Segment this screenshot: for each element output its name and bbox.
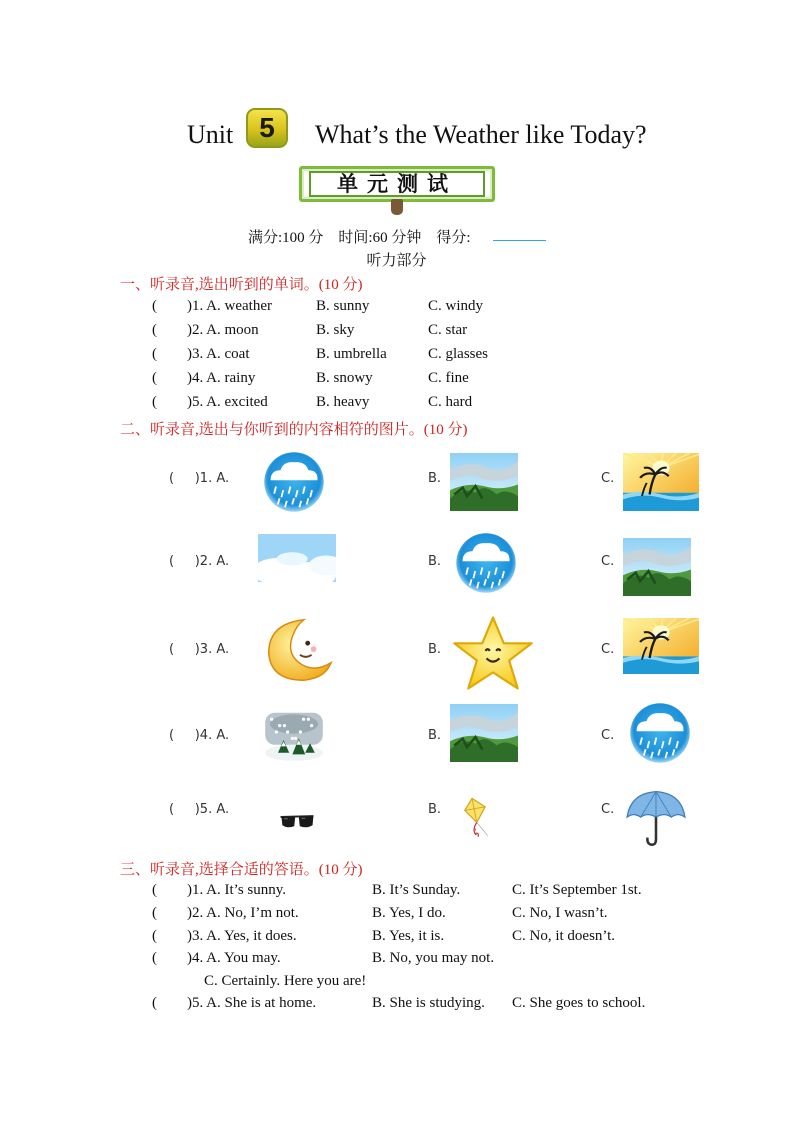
item-stem: )2. A. moon: [187, 322, 259, 338]
score-blank[interactable]: [493, 240, 546, 241]
picture-question-row: [0, 610, 793, 690]
score-info: 满分:100 分 时间:60 分钟 得分:: [248, 230, 471, 246]
item-stem: )5. A. She is at home.: [187, 995, 317, 1011]
option-b: B. No, you may not.: [372, 950, 495, 966]
rain-cloud-icon[interactable]: [450, 528, 522, 598]
answer-blank[interactable]: (: [152, 928, 157, 944]
banner-tag-icon: [391, 199, 403, 215]
star-icon[interactable]: [450, 612, 536, 694]
sunny-beach-icon[interactable]: [623, 453, 699, 511]
option-b: B. snowy: [316, 370, 373, 386]
banner-label: 单元测试: [309, 171, 485, 197]
option-c: C. star: [428, 322, 468, 338]
windy-scene-icon[interactable]: [450, 704, 518, 762]
option-b-label: B.: [428, 554, 442, 569]
section1-heading: 一、听录音,选出听到的单词。(10 分): [120, 277, 363, 293]
option-c: C. Certainly. Here you are!: [204, 973, 367, 989]
answer-blank[interactable]: (: [152, 322, 157, 338]
picture-question-row: [0, 780, 793, 860]
windy-scene-icon[interactable]: [623, 538, 691, 596]
picture-question-row: [0, 449, 793, 529]
option-b-label: B.: [428, 471, 442, 486]
question-label: ( )2. A.: [169, 554, 230, 569]
item-stem: )4. A. You may.: [187, 950, 281, 966]
item-stem: )1. A. It’s sunny.: [187, 882, 287, 898]
question-label: ( )5. A.: [169, 802, 230, 817]
sky-clouds-icon[interactable]: [258, 534, 336, 592]
option-b-label: B.: [428, 728, 442, 743]
option-c: C. glasses: [428, 346, 488, 362]
unit-word: Unit: [187, 120, 234, 149]
section3-heading: 三、听录音,选择合适的答语。(10 分): [120, 862, 363, 878]
item-stem: )2. A. No, I’m not.: [187, 905, 299, 921]
option-b: B. sunny: [316, 298, 370, 314]
answer-blank[interactable]: (: [152, 370, 157, 386]
option-c: C. No, I wasn’t.: [512, 905, 608, 921]
question-label: ( )1. A.: [169, 471, 230, 486]
option-b: B. sky: [316, 322, 355, 338]
option-b: B. heavy: [316, 394, 370, 410]
option-c: C. No, it doesn’t.: [512, 928, 616, 944]
item-stem: )5. A. excited: [187, 394, 268, 410]
option-b: B. She is studying.: [372, 995, 485, 1011]
part-heading: 听力部分: [366, 253, 427, 269]
answer-blank[interactable]: (: [152, 995, 157, 1011]
item-stem: )3. A. coat: [187, 346, 250, 362]
item-stem: )4. A. rainy: [187, 370, 256, 386]
option-b: B. Yes, it is.: [372, 928, 445, 944]
title-row: [0, 108, 793, 160]
sunny-beach-icon[interactable]: [623, 618, 699, 674]
kite-icon[interactable]: [454, 786, 502, 848]
option-b: B. It’s Sunday.: [372, 882, 461, 898]
option-c: C. hard: [428, 394, 473, 410]
sunglasses-icon[interactable]: [256, 806, 338, 838]
item-stem: )3. A. Yes, it does.: [187, 928, 297, 944]
option-b-label: B.: [428, 802, 442, 817]
option-b: B. Yes, I do.: [372, 905, 446, 921]
umbrella-icon[interactable]: [622, 784, 690, 852]
answer-blank[interactable]: (: [152, 394, 157, 410]
option-b: B. umbrella: [316, 346, 387, 362]
rain-cloud-icon[interactable]: [624, 698, 696, 768]
answer-blank[interactable]: (: [152, 298, 157, 314]
option-b-label: B.: [428, 642, 442, 657]
option-c-label: C.: [601, 554, 615, 569]
windy-scene-icon[interactable]: [450, 453, 518, 511]
page-title: What’s the Weather like Today?: [315, 120, 647, 149]
answer-blank[interactable]: (: [152, 905, 157, 921]
option-c: C. She goes to school.: [512, 995, 646, 1011]
unit-number-badge: 5: [246, 108, 288, 148]
option-c-label: C.: [601, 642, 615, 657]
moon-icon[interactable]: [257, 608, 335, 692]
option-c-label: C.: [601, 728, 615, 743]
option-c-label: C.: [601, 802, 615, 817]
option-c-label: C.: [601, 471, 615, 486]
question-label: ( )4. A.: [169, 728, 230, 743]
answer-blank[interactable]: (: [152, 950, 157, 966]
snow-scene-icon[interactable]: [258, 708, 330, 764]
section2-heading: 二、听录音,选出与你听到的内容相符的图片。(10 分): [120, 422, 468, 438]
question-label: ( )3. A.: [169, 642, 230, 657]
option-c: C. fine: [428, 370, 469, 386]
picture-question-row: [0, 530, 793, 610]
item-stem: )1. A. weather: [187, 298, 272, 314]
picture-question-row: [0, 700, 793, 780]
unit-test-banner: [299, 166, 495, 206]
option-c: C. It’s September 1st.: [512, 882, 642, 898]
answer-blank[interactable]: (: [152, 346, 157, 362]
rain-cloud-icon[interactable]: [258, 447, 330, 517]
answer-blank[interactable]: (: [152, 882, 157, 898]
option-c: C. windy: [428, 298, 484, 314]
